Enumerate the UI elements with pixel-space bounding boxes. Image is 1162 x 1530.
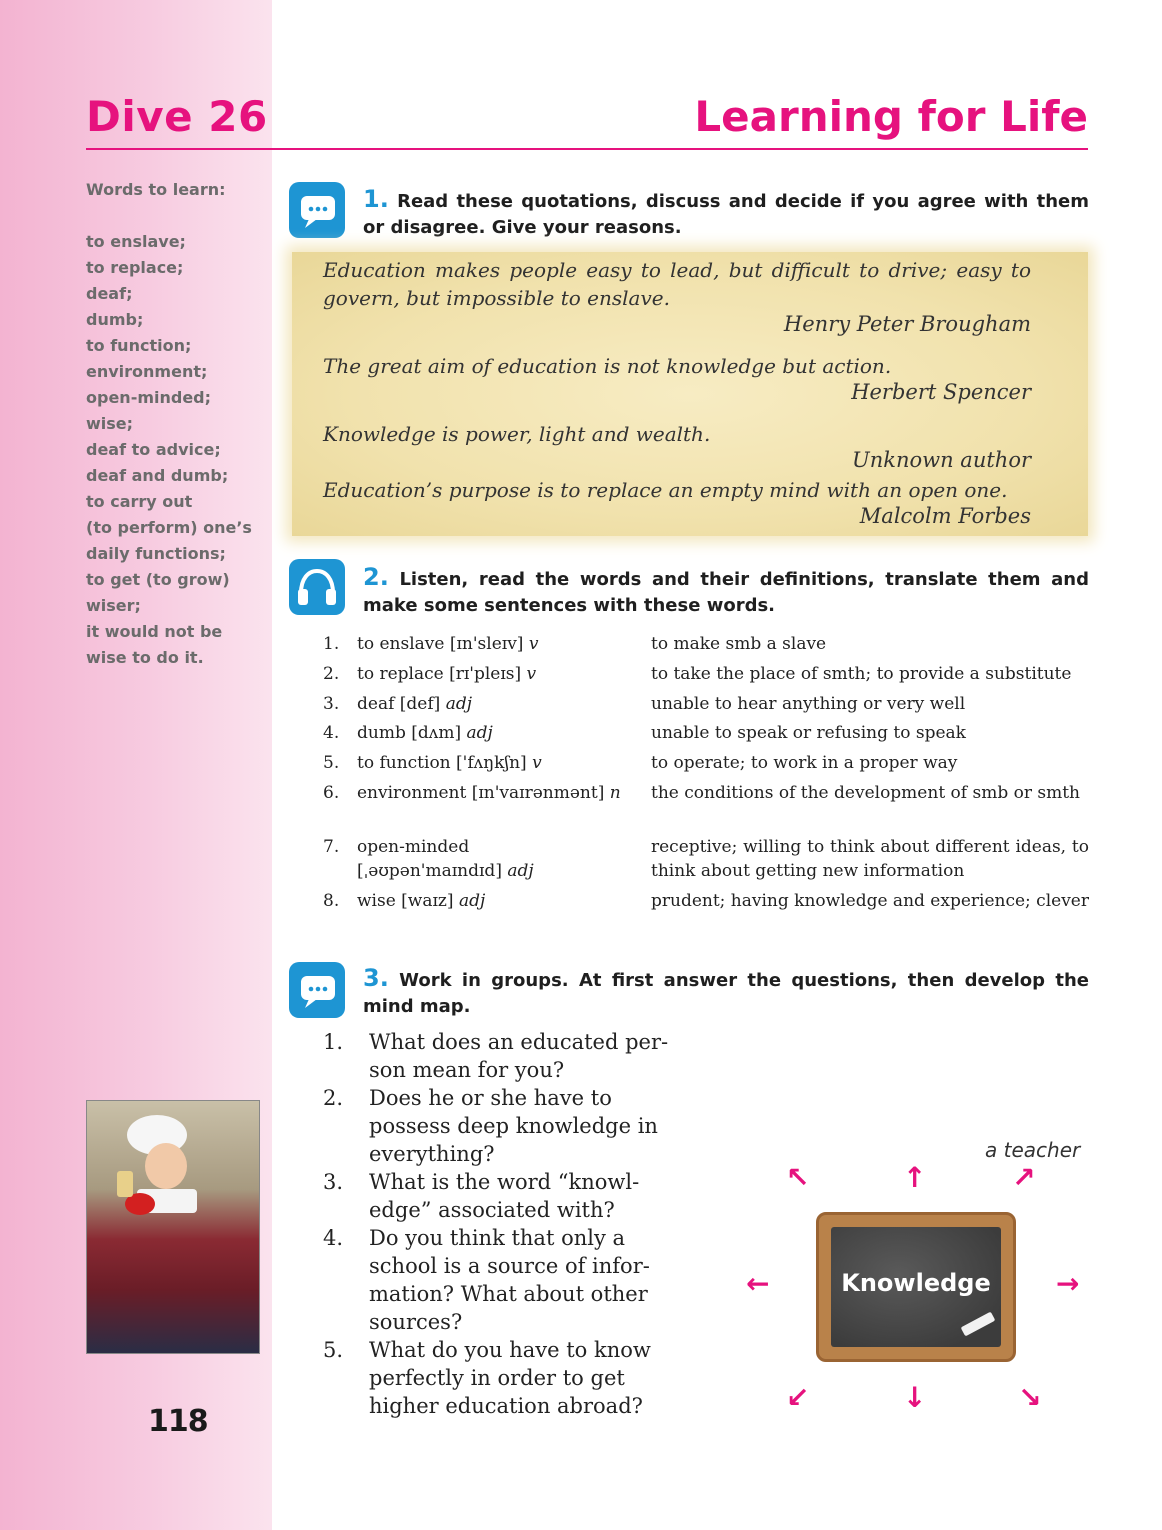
quote-text: The great aim of education is not knowledge but action.: [323, 354, 892, 378]
word-item: dumb;: [86, 310, 144, 329]
quote-author: Henry Peter Brougham: [783, 312, 1031, 336]
mind-map-slate: [816, 1212, 1016, 1362]
word-item: to function;: [86, 336, 192, 355]
vocab-definition: unable to hear anything or very well: [651, 694, 966, 714]
task-1-number: 1.: [363, 185, 389, 213]
part-of-speech: n: [609, 783, 621, 803]
quote-author: Herbert Spencer: [851, 380, 1031, 404]
vocab-term: to function ['fʌŋkʃn] v: [357, 753, 542, 773]
task-2-number: 2.: [363, 563, 389, 591]
word-item: to replace;: [86, 258, 184, 277]
task-2-instruction: [363, 564, 1089, 619]
word-item: wise to do it.: [86, 648, 204, 667]
part-of-speech: adj: [458, 891, 486, 911]
vocab-number: 6.: [323, 783, 340, 803]
speech-bubble-icon: [289, 182, 345, 238]
quote-author: Unknown author: [852, 448, 1031, 472]
word-item: deaf and dumb;: [86, 466, 229, 485]
speech-bubble-icon: [289, 962, 345, 1018]
part-of-speech: v: [532, 753, 542, 773]
word-item: deaf;: [86, 284, 133, 303]
unit-title: Dive 26: [86, 92, 268, 141]
vocab-number: 4.: [323, 723, 340, 743]
question-item: 3. What is the word “knowl-edge” associated with?: [323, 1170, 640, 1222]
page-number: 118: [148, 1404, 208, 1439]
vocab-term: environment [ɪn'vaɪrənmənt] n: [357, 783, 621, 803]
task-2-text: Listen, read the words and their definitions, translate them and make some sentences with these words.: [363, 569, 1089, 616]
vocab-term: deaf [def] adj: [357, 694, 472, 714]
vocab-definition: unable to speak or refusing to speak: [651, 723, 966, 743]
task-3-number: 3.: [363, 964, 389, 992]
quote-text: Knowledge is power, light and wealth.: [323, 422, 711, 446]
word-item: daily functions;: [86, 544, 226, 563]
vocab-definition: prudent; having knowledge and experience; clever: [651, 891, 1089, 911]
quote-text: Education makes people easy to lead, but difficult to drive; easy to govern, but impossible to enslave.: [323, 258, 1031, 310]
task-3-instruction: [363, 965, 1089, 1020]
vocab-definition: to operate; to work in a proper way: [651, 753, 958, 773]
word-item: environment;: [86, 362, 208, 381]
arrow-up-icon: ↑: [903, 1161, 927, 1194]
word-item: open-minded;: [86, 388, 212, 407]
vocab-number: 1.: [323, 634, 340, 654]
arrow-down-right-icon: ↘: [1018, 1381, 1042, 1414]
word-item: it would not be: [86, 622, 223, 641]
vocab-definition: the conditions of the development of smb or smth: [651, 783, 1081, 803]
word-item: to enslave;: [86, 232, 186, 251]
headphones-icon: [289, 559, 345, 615]
part-of-speech: adj: [445, 694, 472, 714]
question-item: 5. What do you have to know perfectly in order to get higher education abroad?: [323, 1338, 651, 1418]
vocab-number: 5.: [323, 753, 340, 773]
vocab-term: open-minded [ˌəʊpən'maɪndɪd] adj: [357, 837, 534, 881]
part-of-speech: v: [528, 634, 539, 654]
words-to-learn-list: [86, 232, 252, 674]
question-item: 2. Does he or she have to possess deep knowledge in everything?: [323, 1086, 658, 1166]
words-to-learn-heading: Words to learn:: [86, 180, 226, 199]
word-item: to get (to grow): [86, 570, 230, 589]
task-1-instruction: [363, 186, 1089, 241]
quote-author: Malcolm Forbes: [859, 504, 1031, 528]
vocab-number: 3.: [323, 694, 340, 714]
arrow-left-icon: ←: [746, 1267, 770, 1300]
vocab-number: 2.: [323, 664, 340, 684]
mind-map-center: Knowledge: [841, 1269, 991, 1297]
question-item: 1. What does an educated per-son mean for you?: [323, 1030, 669, 1082]
vocab-definition: to take the place of smth; to provide a substitute: [651, 664, 1072, 684]
vocab-definition: to make smb a slave: [651, 634, 827, 654]
word-item: wiser;: [86, 596, 141, 615]
word-item: to carry out: [86, 492, 193, 511]
word-item: wise;: [86, 414, 134, 433]
vocab-term: dumb [dʌm] adj: [357, 723, 493, 743]
part-of-speech: adj: [507, 861, 534, 881]
task-3-text: Work in groups. At first answer the questions, then develop the mind map.: [363, 970, 1089, 1017]
title-divider: [86, 148, 1088, 150]
question-list: [323, 1028, 683, 1420]
vocab-term: wise [waɪz] adj: [357, 891, 486, 911]
task-1-text: Read these quotations, discuss and decide if you agree with them or disagree. Give your reasons.: [363, 191, 1089, 238]
arrow-up-left-icon: ↖: [786, 1161, 810, 1194]
word-item: deaf to advice;: [86, 440, 221, 459]
schoolgirl-photo: [86, 1100, 260, 1354]
part-of-speech: adj: [466, 723, 493, 743]
arrow-down-icon: ↓: [903, 1381, 927, 1414]
arrow-right-icon: →: [1056, 1267, 1080, 1300]
vocab-term: to enslave [ɪn'sleɪv] v: [357, 634, 539, 654]
question-item: 4. Do you think that only a school is a source of infor-mation? What about other sources?: [323, 1226, 650, 1334]
chalk-icon: [961, 1312, 996, 1337]
part-of-speech: v: [526, 664, 537, 684]
arrow-down-left-icon: ↙: [786, 1381, 810, 1414]
page-title: Learning for Life: [694, 92, 1088, 141]
quote-text: Education’s purpose is to replace an empty mind with an open one.: [323, 478, 1008, 502]
vocab-definition: receptive; willing to think about different ideas, to think about getting new information: [651, 837, 1089, 881]
vocab-number: 7.: [323, 837, 340, 857]
vocab-number: 8.: [323, 891, 340, 911]
word-item: (to perform) one’s: [86, 518, 252, 537]
vocab-term: to replace [rɪ'pleɪs] v: [357, 664, 537, 684]
arrow-up-right-icon: ↗: [1012, 1161, 1036, 1194]
mind-map-example: a teacher: [985, 1138, 1081, 1162]
